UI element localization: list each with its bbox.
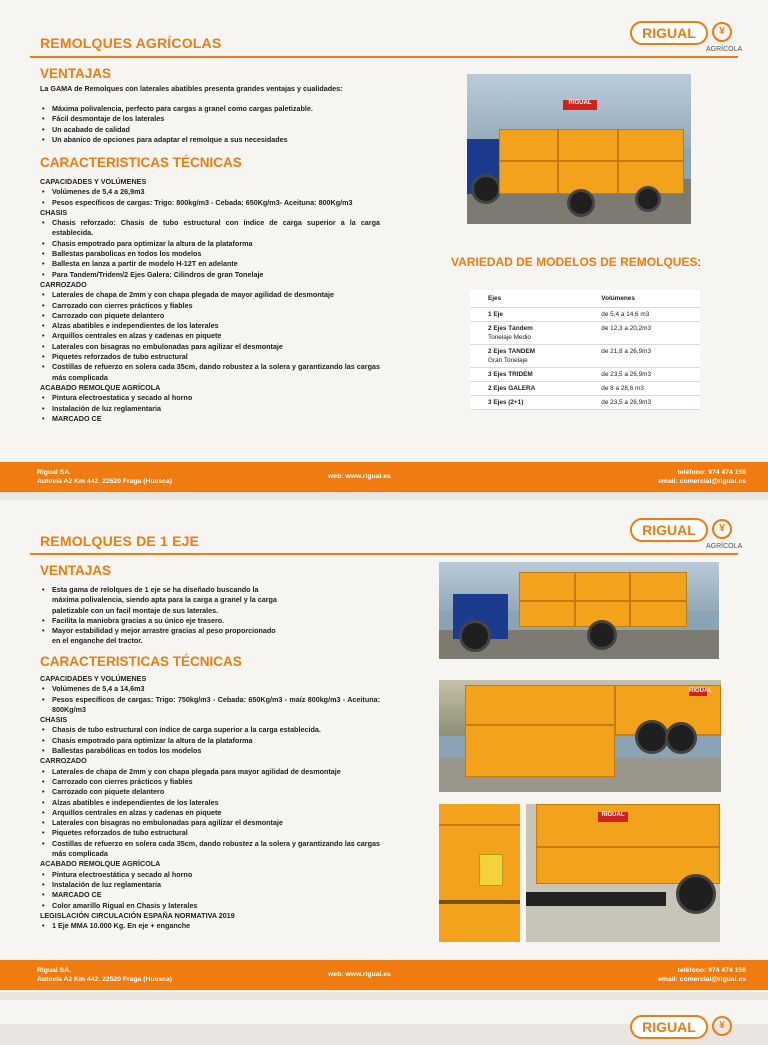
eje-label: 2 Ejes GALERA bbox=[488, 385, 536, 392]
col-volumenes: Volúmenes bbox=[583, 290, 700, 308]
trailer-detail-photo-2 bbox=[526, 804, 720, 942]
table-row bbox=[470, 308, 700, 322]
footer-phone: teléfono: 974 474 150 bbox=[677, 469, 746, 476]
ventajas-title: VENTAJAS bbox=[40, 66, 112, 81]
spec-group-title: ACABADO REMOLQUE AGRÍCOLA bbox=[40, 859, 161, 869]
spec-item: • Chasis empotrado para optimizar la altura de la plataforma bbox=[40, 239, 380, 249]
spec-item: • Pintura electroestática y secado al horno bbox=[40, 870, 380, 880]
trailer-photo bbox=[467, 74, 691, 224]
ventaja-item: • Máxima polivalencia, perfecto para cargas a granel como cargas paletizable. bbox=[40, 104, 420, 114]
cell-volumen: de 21,8 a 26,9m3 bbox=[583, 345, 700, 368]
cell-volumen: de 12,3 a 20,2m3 bbox=[583, 322, 700, 345]
spec-item: • Carrozado con piquete delantero bbox=[40, 311, 380, 321]
spec-group-title: CHASIS bbox=[40, 715, 68, 725]
spec-item: • Chasis empotrado para optimizar la altura de la plataforma bbox=[40, 736, 380, 746]
rigual-logo bbox=[630, 1015, 730, 1045]
spec-group-title: ACABADO REMOLQUE AGRÍCOLA bbox=[40, 382, 161, 392]
spec-item: • Ballestas parabólicas en todos los modelos bbox=[40, 746, 380, 756]
spec-item: • Ballestas parabolicas en todos los modelos bbox=[40, 249, 380, 259]
spec-item: • Laterales con bisagras no embulonadas para agilizar el desmontaje bbox=[40, 818, 380, 828]
spec-item: • MARCADO CE bbox=[40, 890, 380, 900]
ventajas-title: VENTAJAS bbox=[40, 563, 112, 578]
page-3-partial bbox=[0, 1000, 768, 1035]
footer-web-link[interactable]: web: www.rigual.es bbox=[328, 971, 391, 978]
logo-subtitle: AGRÍCOLA bbox=[706, 543, 743, 550]
footer-web-link[interactable]: web: www.rigual.es bbox=[328, 473, 391, 480]
variedad-title: VARIEDAD DE MODELOS DE REMOLQUES: bbox=[451, 255, 701, 269]
eje-label: 3 Ejes TRIDEM bbox=[488, 371, 533, 378]
rigual-sign: RIGUAL bbox=[563, 100, 597, 110]
spec-item: • Piquetes reforzados de tubo estructural bbox=[40, 352, 380, 362]
spec-group-title: CARROZADO bbox=[40, 279, 87, 289]
spec-item: • Carrozado con cierres prácticos y fiables bbox=[40, 301, 380, 311]
eje-label: 3 Ejes (2+1) bbox=[488, 399, 524, 406]
caracteristicas-title: CARACTERISTICAS TÉCNICAS bbox=[40, 155, 242, 170]
spec-item: • Piquetes reforzados de tubo estructural bbox=[40, 828, 380, 838]
ventaja-item: • Un abanico de opciones para adaptar el remolque a sus necesidades bbox=[40, 135, 420, 145]
ventaja-item: • Un acabado de calidad bbox=[40, 125, 420, 135]
spec-item: • Alzas abatibles e independientes de los laterales bbox=[40, 798, 380, 808]
spec-item: • Chasis de tubo estructural con índice de carga superior a la carga establecida. bbox=[40, 725, 380, 735]
spec-item: • Arquillos centrales en alzas y cadenas en piquete bbox=[40, 808, 380, 818]
trailer-detail-photo-1 bbox=[439, 804, 520, 942]
page-remolques-1-eje bbox=[0, 500, 768, 992]
spec-item: • Ballesta en lanza a partir de modelo H-12T en adelante bbox=[40, 259, 380, 269]
spec-item: • Laterales con bisagras no embulonadas para agilizar el desmontaje bbox=[40, 342, 380, 352]
spec-group-title: CARROZADO bbox=[40, 756, 87, 766]
eje-label: 2 Ejes Tándem bbox=[488, 325, 533, 332]
header-divider bbox=[30, 553, 738, 555]
cell-eje bbox=[470, 382, 583, 396]
wheat-icon: ¥ bbox=[712, 1016, 732, 1036]
cell-volumen: de 5,4 a 14,6 m3 bbox=[583, 308, 700, 322]
logo-text: RIGUAL bbox=[630, 21, 708, 45]
table-row bbox=[470, 382, 700, 396]
spec-item: • MARCADO CE bbox=[40, 414, 380, 424]
eje-sublabel: Tonelaje Medio bbox=[488, 334, 531, 341]
col-ejes: Ejes bbox=[470, 290, 583, 308]
table-row bbox=[470, 368, 700, 382]
spec-item: • Volúmenes de 5,4 a 14,6m3 bbox=[40, 684, 380, 694]
footer-email[interactable]: email: comercial@rigual.es bbox=[658, 478, 746, 485]
spec-item: • Carrozado con cierres prácticos y fiables bbox=[40, 777, 380, 787]
spec-item: • Laterales de chapa de 2mm y con chapa plegada para mayor agilidad de desmontaje bbox=[40, 767, 380, 777]
ventaja-item: • Facilita la maniobra gracias a su único eje trasero. bbox=[40, 616, 285, 626]
spec-item: • Pesos específicos de cargas: Trigo: 750kg/m3 - Cebada: 650Kg/m3 - maíz 800kg/m3 - Aceituna: 800Kg/m3 bbox=[40, 695, 380, 716]
footer-address: Autovía A2 Km 442. 22520 Fraga (Huesca) bbox=[37, 478, 172, 485]
caracteristicas-title: CARACTERISTICAS TÉCNICAS bbox=[40, 654, 242, 669]
rigual-logo bbox=[630, 21, 743, 53]
cell-volumen: de 23,5 a 26,9m3 bbox=[583, 368, 700, 382]
cell-volumen: de 8 a 28,6 m3 bbox=[583, 382, 700, 396]
footer-email[interactable]: email: comercial@rigual.es bbox=[658, 976, 746, 983]
logo-subtitle: AGRÍCOLA bbox=[706, 46, 743, 53]
trailer-photo-1 bbox=[439, 562, 719, 659]
models-table bbox=[470, 290, 700, 410]
spec-group-title: CAPACIDADES Y VOLÚMENES bbox=[40, 674, 147, 683]
spec-group-title: CHASIS bbox=[40, 207, 68, 217]
spec-item: • Alzas abatibles e independientes de los laterales bbox=[40, 321, 380, 331]
spec-list bbox=[40, 674, 380, 931]
spec-group-title: CAPACIDADES Y VOLÚMENES bbox=[40, 177, 147, 186]
spec-item: • Chasis reforzado: Chasis de tubo estructural con índice de carga superior a la carga establecida. bbox=[40, 218, 380, 239]
spec-item: • Laterales de chapa de 2mm y con chapa plegada de mayor agilidad de desmontaje bbox=[40, 290, 380, 300]
spec-item: • Carrozado con piquete delantero bbox=[40, 787, 380, 797]
rigual-sign: RIGUAL bbox=[689, 688, 712, 694]
spec-item: • Volúmenes de 5,4 a 26,9m3 bbox=[40, 187, 380, 197]
table-row bbox=[470, 345, 700, 368]
cell-volumen: de 23,5 a 26,9m3 bbox=[583, 396, 700, 410]
spec-item: • Instalación de luz reglamentaria bbox=[40, 404, 380, 414]
spec-item: • Costillas de refuerzo en solera cada 35cm, dando robustez a la solera y garantizando las cargas más complicada bbox=[40, 362, 380, 383]
eje-sublabel: Gran Tonelaje bbox=[488, 357, 528, 364]
footer-company: Rigual SA. bbox=[37, 469, 71, 476]
footer-company: Rigual SA. bbox=[37, 967, 71, 974]
spec-item: • Para Tandem/Tridem/2 Ejes Galera: Cilindros de gran Tonelaje bbox=[40, 270, 380, 280]
cell-eje bbox=[470, 345, 583, 368]
ventaja-item: • Esta gama de relolques de 1 eje se ha diseñado buscando la máxima polivalencia, siendo apta para la carga a granel y la carga paletizable con un facil montaje de sus laterales. bbox=[40, 585, 285, 616]
cell-eje bbox=[470, 322, 583, 345]
page-title: REMOLQUES DE 1 EJE bbox=[40, 533, 200, 549]
trailer-photo-2 bbox=[439, 680, 721, 792]
header-divider bbox=[30, 56, 738, 58]
rigual-logo bbox=[630, 518, 743, 550]
ventaja-item: • Fácil desmontaje de los laterales bbox=[40, 114, 420, 124]
spec-item: • Pintura electroestatica y secado al horno bbox=[40, 393, 380, 403]
footer-address: Autovía A2 Km 442. 22520 Fraga (Huesca) bbox=[37, 976, 172, 983]
wheat-icon: ¥ bbox=[712, 22, 732, 42]
spec-group-title: LEGISLACIÓN CIRCULACIÓN ESPAÑA NORMATIVA 2019 bbox=[40, 910, 235, 920]
cell-eje bbox=[470, 308, 583, 322]
wheat-icon: ¥ bbox=[712, 519, 732, 539]
eje-label: 1 Eje bbox=[488, 311, 503, 318]
table-row bbox=[470, 396, 700, 410]
spec-item: • Pesos específicos de cargas: Trigo: 800kg/m3 - Cebada: 650Kg/m3- Aceituna: 800Kg/m3 bbox=[40, 198, 380, 208]
page-title: REMOLQUES AGRÍCOLAS bbox=[40, 35, 222, 51]
footer bbox=[0, 960, 768, 990]
eje-label: 2 Ejes TANDEM bbox=[488, 348, 536, 355]
spec-item: • Arquillos centrales en alzas y cadenas en piquete bbox=[40, 331, 380, 341]
ventajas-list bbox=[40, 585, 285, 647]
rigual-sign: RIGUAL bbox=[598, 812, 628, 822]
spec-item: • Color amarillo Rigual en Chasis y laterales bbox=[40, 901, 380, 911]
logo-text: RIGUAL bbox=[630, 518, 708, 542]
cell-eje bbox=[470, 368, 583, 382]
spec-item: • Instalación de luz reglamentaria bbox=[40, 880, 380, 890]
ventajas-list bbox=[40, 104, 420, 145]
logo-text: RIGUAL bbox=[630, 1015, 708, 1039]
table-row bbox=[470, 322, 700, 345]
spec-list bbox=[40, 177, 380, 424]
intro-text: La GAMA de Remolques con laterales abatibles presenta grandes ventajas y cualidades: bbox=[40, 84, 343, 93]
spec-item: • Costillas de refuerzo en solera cada 35cm, dando robustez a la solera y garantizando las cargas más complicada bbox=[40, 839, 380, 860]
footer-phone: teléfono: 974 474 150 bbox=[677, 967, 746, 974]
spec-item: • 1 Eje MMA 10.000 Kg. En eje + enganche bbox=[40, 921, 380, 931]
footer bbox=[0, 462, 768, 492]
page-remolques-agricolas bbox=[0, 0, 768, 492]
cell-eje bbox=[470, 396, 583, 410]
ventaja-item: • Mayor estabilidad y mejor arrastre gracias al peso proporcionado en el enganche del tractor. bbox=[40, 626, 285, 647]
